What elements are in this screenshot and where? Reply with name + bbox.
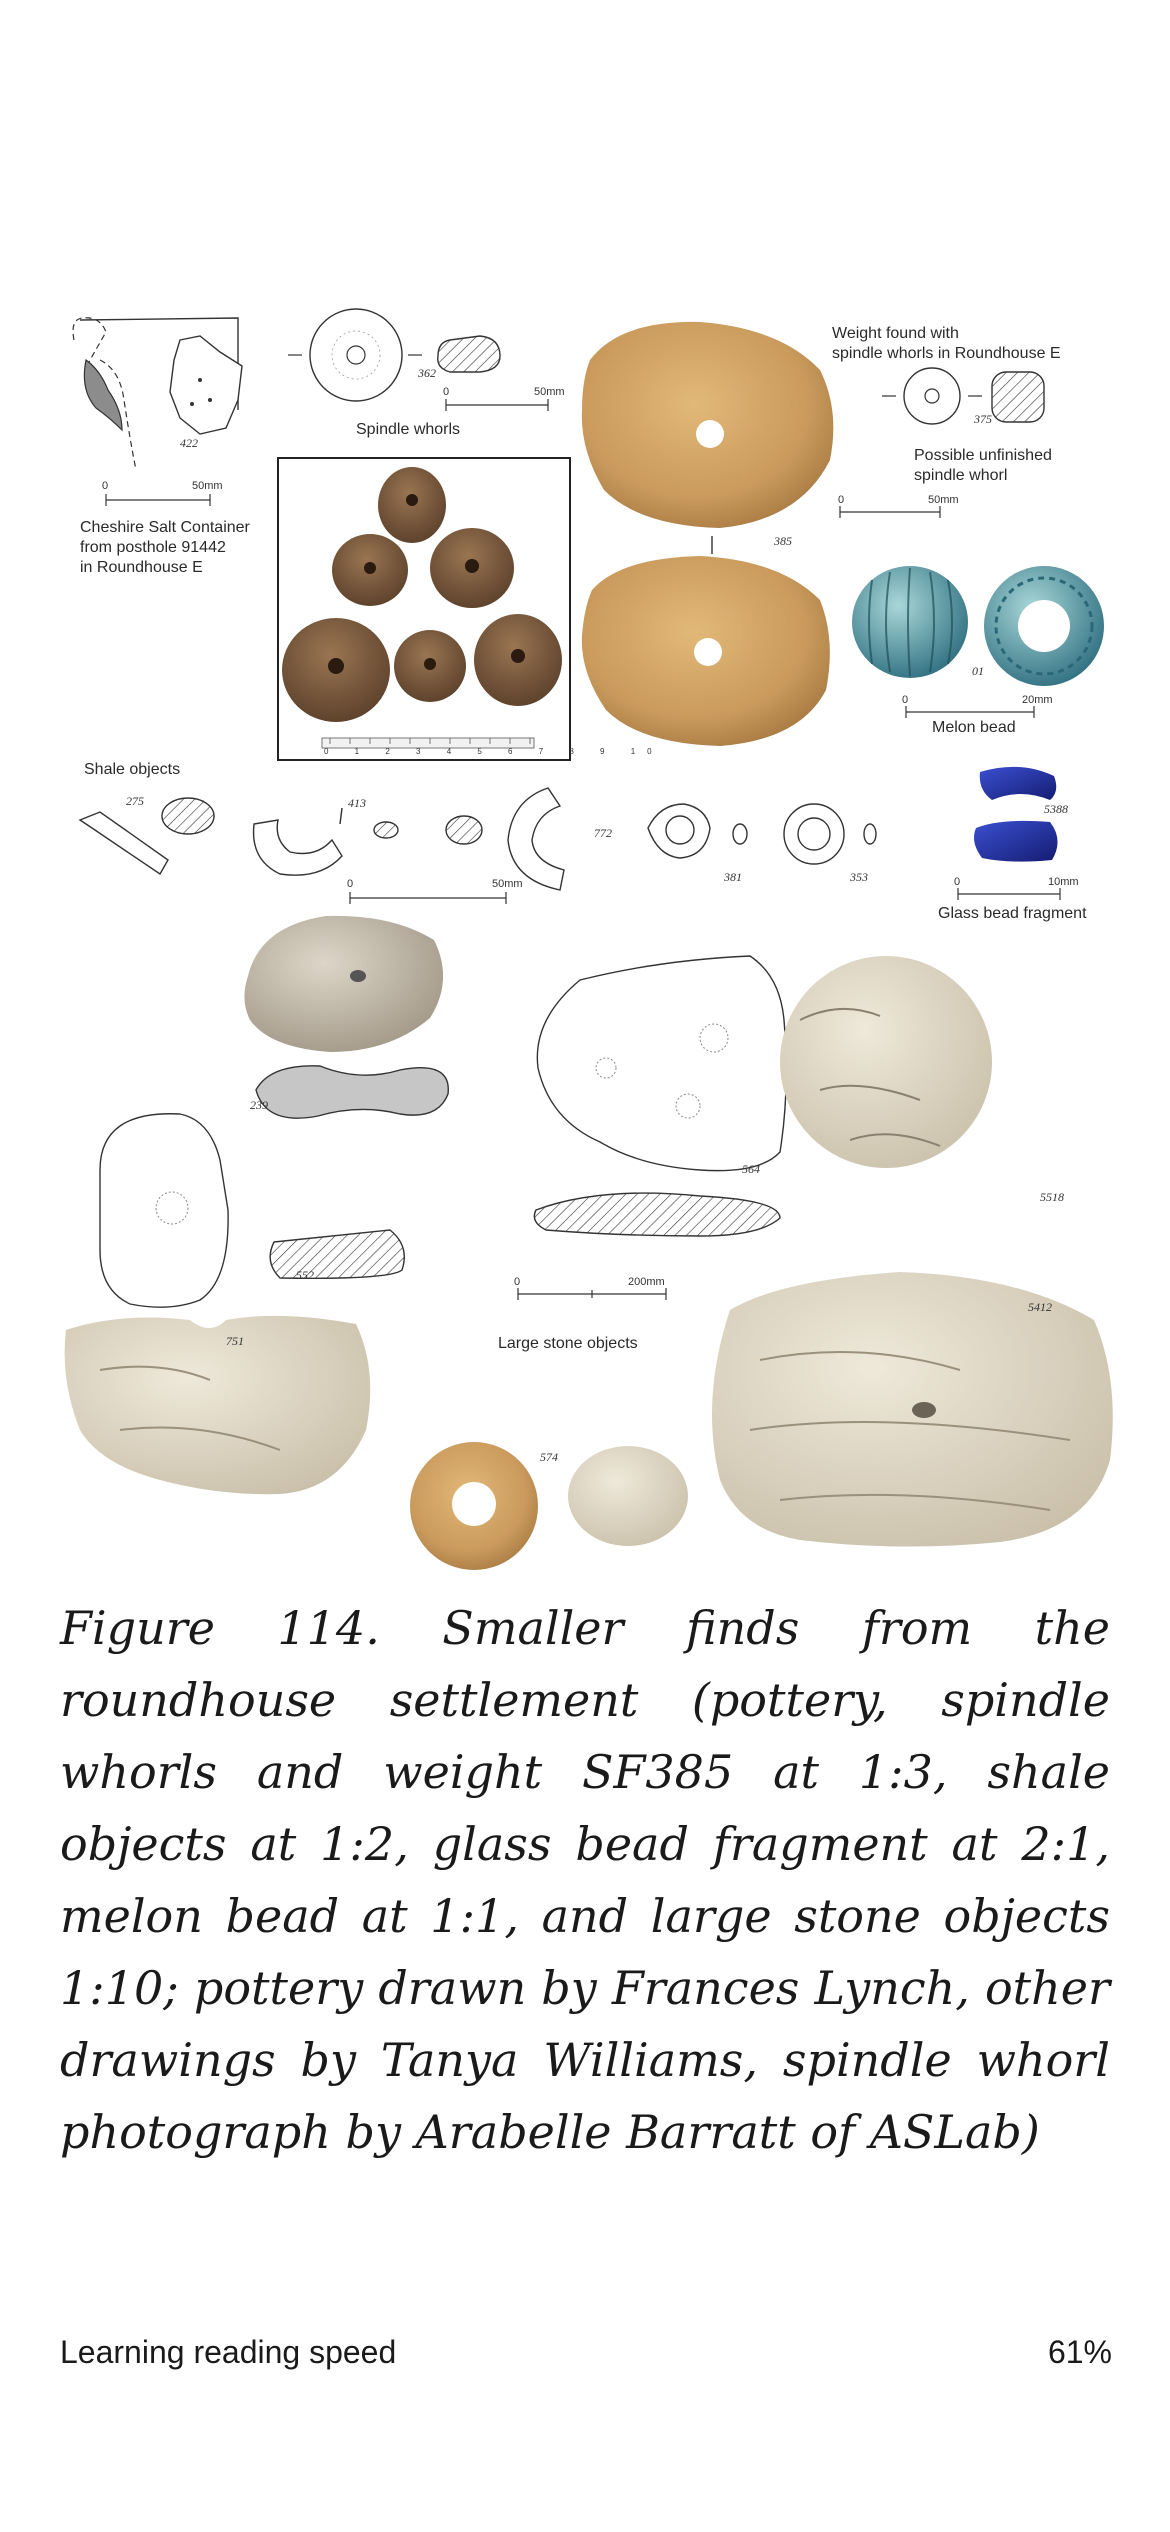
scale-label: 50mm [492,878,523,890]
weight-photo [582,322,833,746]
possible-whorl-label: Possible unfinished spindle whorl [914,447,1052,484]
spindle-whorl-photo [278,458,570,760]
scale-label: 50mm [534,386,565,398]
weight-found-label: Weight found with spindle whorls in Roundhouse E [832,325,1061,362]
photo-ruler-digits: 0 1 2 3 4 5 6 7 8 9 10 [324,747,664,756]
reading-status: Learning reading speed [60,2334,397,2370]
scale-label: 50mm [928,494,959,506]
large-stone-label: Large stone objects [498,1335,638,1352]
scale-label: 200mm [628,1276,665,1288]
spindle-whorls-label: Spindle whorls [356,421,461,438]
salt-container-label: Cheshire Salt Container from posthole 91442 in Roundhouse E [80,519,250,576]
scale-label: 0 [514,1276,521,1288]
scale-label: 0 [902,694,909,706]
catalogue-number: 413 [348,796,366,810]
catalogue-number: 275 [126,794,144,808]
catalogue-number: 772 [594,826,612,840]
archaeology-figure [60,300,1120,1590]
spindle-whorl-drawing [288,309,548,411]
melon-bead-photo [852,566,1104,718]
catalogue-number: 381 [724,870,742,884]
catalogue-number: 552 [296,1268,314,1282]
catalogue-number: 353 [850,870,868,884]
figure-caption: Figure 114. Smaller finds from the roundhouse settlement (pottery, spindle whorls and weight SF385 at 1:3, shale objects at 1:2, glass bead fragment at 2:1, melon bead at 1:1, and large stone objects 1:10; pottery drawn by Frances Lynch, other drawings by Tanya Williams, spindle whorl photograph by Arabelle Barratt of ASLab) [60,1601,1110,2159]
salt-container-drawing [73,318,242,506]
scale-label: 50mm [192,480,223,492]
melon-bead-label: Melon bead [932,719,1016,736]
shale-objects-drawings [80,788,876,904]
catalogue-number: 01 [972,664,984,678]
catalogue-number: 422 [180,436,198,450]
scale-label: 0 [838,494,845,506]
catalogue-number: 5388 [1044,802,1068,816]
catalogue-number: 375 [974,412,992,426]
scale-label: 0 [443,386,450,398]
catalogue-number: 362 [418,366,436,380]
scale-label: 0 [954,876,961,888]
glass-bead-label: Glass bead fragment [938,905,1087,922]
catalogue-number: 239 [250,1098,268,1112]
scale-label: 20mm [1022,694,1053,706]
catalogue-number: 5518 [1040,1190,1064,1204]
catalogue-number: 385 [774,534,792,548]
scale-label: 0 [347,878,354,890]
reading-progress: 61% [1047,2334,1112,2370]
catalogue-number: 751 [226,1334,244,1348]
catalogue-number: 564 [742,1162,760,1176]
figure-artwork [60,300,1120,1590]
glass-bead-photo [958,767,1060,900]
scale-label: 10mm [1048,876,1079,888]
shale-objects-label: Shale objects [84,761,181,778]
catalogue-number: 574 [540,1450,558,1464]
scale-label: 0 [102,480,109,492]
catalogue-number: 5412 [1028,1300,1052,1314]
large-stone-objects [65,916,1113,1570]
